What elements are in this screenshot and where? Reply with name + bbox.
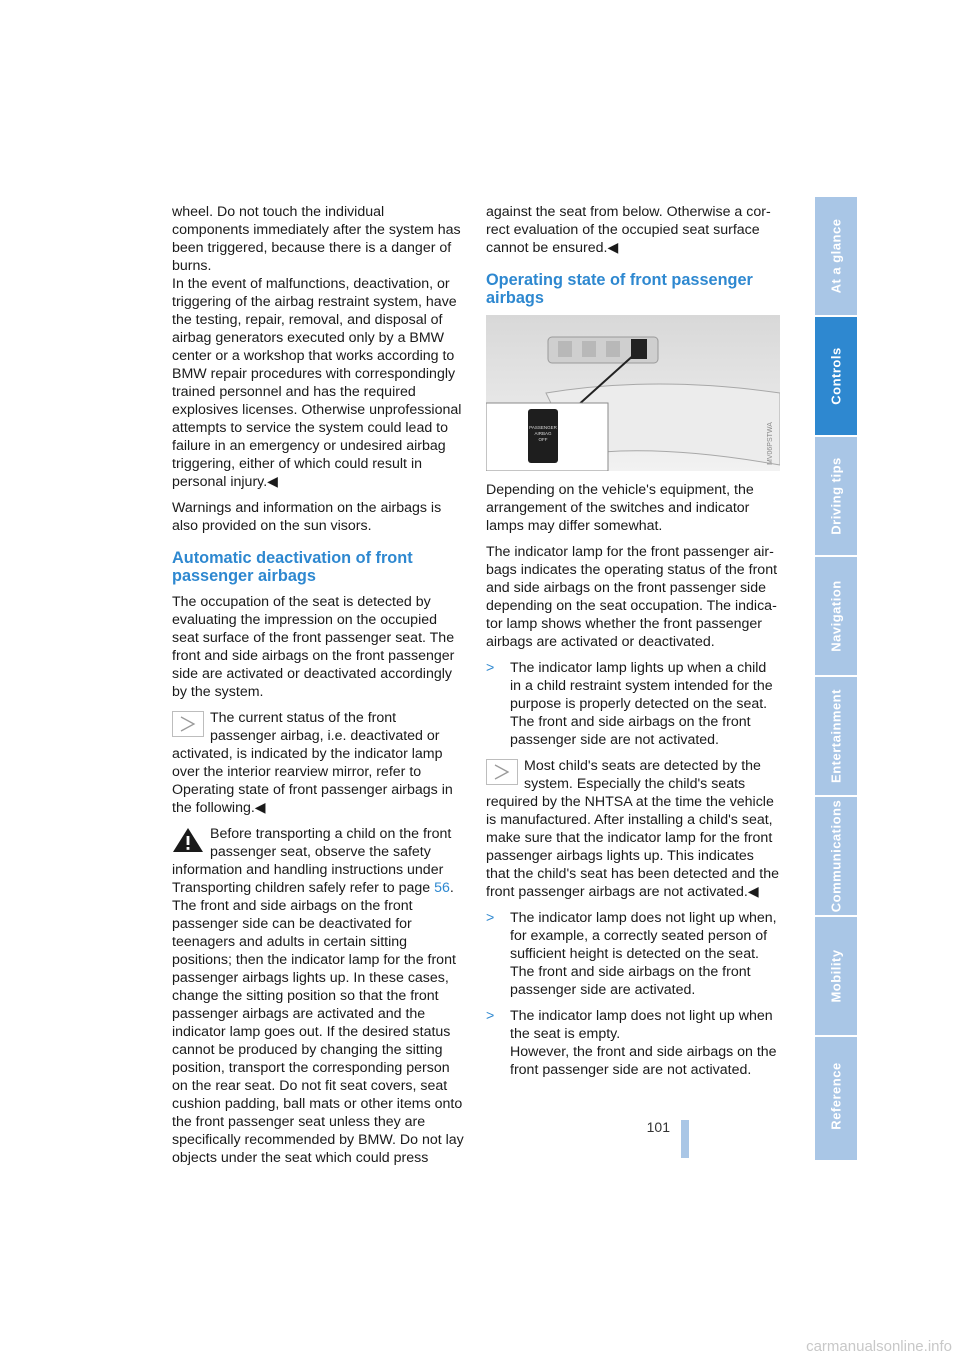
tab-label: Navigation (828, 580, 844, 652)
paragraph: The indicator lamp for the front passenger airbags indicates the operating status of the front and side airbags on the front passenger side depending on the seat occupation. The indicator lamp shows whether the front passenger airbags are activated or deactivated. (486, 544, 778, 650)
tab-mobility[interactable] (815, 917, 857, 1037)
watermark: carmanualsonline.info (806, 1338, 952, 1355)
tab-label: Mobility (828, 949, 844, 1003)
section-heading-operating-state: Operating state of front passenger airbags (486, 271, 753, 307)
page-marker (681, 1120, 689, 1158)
paragraph: In the event of malfunctions, deactivation, or triggering of the airbag restraint system, have the testing, repair, removal, and disposal of airbag generators executed only by a BMW center or a workshop that works according to BMW repair procedures with correspondingly trained personnel and has the required explosives licenses. Otherwise unprofessional attempts to service the system could lead to failure in an emergency or undesired airbag triggering, either of which could result in personal injury.◀ (172, 276, 462, 490)
tab-driving-tips[interactable] (815, 437, 857, 557)
figure-code: MV06PSTWA (767, 422, 774, 465)
headliner-photo (486, 315, 780, 471)
tab-label: At a glance (828, 218, 844, 294)
tab-label: Controls (828, 347, 844, 405)
tab-reference[interactable] (815, 1037, 857, 1162)
tab-navigation[interactable] (815, 557, 857, 677)
chapter-sidebar (815, 197, 857, 1160)
tab-label: Reference (828, 1062, 844, 1130)
indicator-lamp-figure (486, 315, 780, 471)
list-item (486, 659, 781, 749)
warning-triangle-icon (172, 827, 204, 853)
page-number: 101 (646, 1119, 670, 1135)
note-arrow-icon (172, 711, 204, 737)
warning-block (172, 825, 464, 1167)
svg-text:OFF: OFF (538, 437, 548, 442)
paragraph: The front and side airbags on the front passenger side can be deactivated for teenagers and adults in certain sitting positions; then the indicator lamp for the front passenger airbags lights up. In these cases, change the sitting position so that the front passenger airbags are activated and the indicator lamp goes out. If the desired status cannot be produced by changing the sitting position, transport the corresponding person on the rear seat. Do not fit seat covers, seat cushion padding, ball mats or other items onto the front passenger seat unless they are specifically recommended by BMW. Do not lay objects under the seat which could press (172, 898, 464, 1166)
list-item-text: However, the front and side airbags on the front passenger side are not activated. (510, 1044, 777, 1078)
list-item-text: The indicator lamp does not light up when, for example, a correctly seated person of sufficient height is detected on the seat. The front and side airbags on the front passenger side are activated. (510, 910, 777, 998)
list-item-text: The indicator lamp lights up when a child in a child restraint system intended for the purpose is properly detected on the seat. The front and side airbags on the front passenger side are not activated. (510, 660, 773, 748)
paragraph: wheel. Do not touch the individual components immediately after the system has been triggered, because there is a danger of burns. (172, 204, 461, 274)
tab-communications[interactable] (815, 797, 857, 917)
list-item (486, 1007, 781, 1079)
page-link[interactable]: 56 (434, 880, 450, 896)
warning-text: Before transporting a child on the front passenger seat, observe the safety information and handling instructions under Transporting children safely refer to page (172, 826, 452, 896)
paragraph: Depending on the vehicle's equipment, the arrangement of the switches and indicator lamps may differ somewhat. (486, 482, 754, 534)
tab-controls[interactable] (815, 317, 857, 437)
bullet-mark: > (486, 910, 495, 926)
tab-label: Driving tips (828, 457, 844, 535)
left-column (172, 203, 464, 1175)
note-arrow-icon (486, 759, 518, 785)
tab-label: Entertainment (828, 689, 844, 783)
bullet-mark: > (486, 660, 495, 676)
note-block (486, 757, 781, 901)
note-block (172, 709, 464, 817)
paragraph: against the seat from below. Otherwise a correct evaluation of the occupied seat surface cannot be ensured.◀ (486, 204, 771, 256)
section-heading-automatic-deactivation: Automatic deactivation of front passenger airbags (172, 549, 413, 585)
bullet-mark: > (486, 1008, 495, 1024)
note-text: The current status of the front passenger airbag, i.e. deactivated or activated, is indicated by the indicator lamp over the interior rearview mirror, refer to Operating state of front passenger airbags in the following.◀ (172, 710, 453, 816)
svg-text:AIRBAG: AIRBAG (534, 431, 552, 436)
list-item (486, 909, 781, 999)
list-item-text: The indicator lamp does not light up when the seat is empty. (510, 1008, 773, 1042)
paragraph: Warnings and information on the airbags is also provided on the sun visors. (172, 500, 442, 534)
punctuation: . (449, 880, 454, 896)
tab-label: Communications (828, 799, 844, 913)
right-column (486, 203, 781, 1087)
svg-text:PASSENGER: PASSENGER (529, 425, 557, 430)
note-text: Most child's seats are detected by the system. Especially the child's seats required by the NHTSA at the time the vehicle is manufactured. After installing a child's seat, make sure that the indicator lamp for the front passenger airbags lights up. This indicates that the child's seat has been detected and the front passenger airbags are not activated.◀ (486, 758, 779, 900)
tab-at-a-glance[interactable] (815, 197, 857, 317)
tab-entertainment[interactable] (815, 677, 857, 797)
paragraph: The occupation of the seat is detected by evaluating the impression on the occupied seat surface of the front passenger seat. The front and side airbags on the front passenger side are activated or deactivated accordingly by the system. (172, 594, 455, 700)
